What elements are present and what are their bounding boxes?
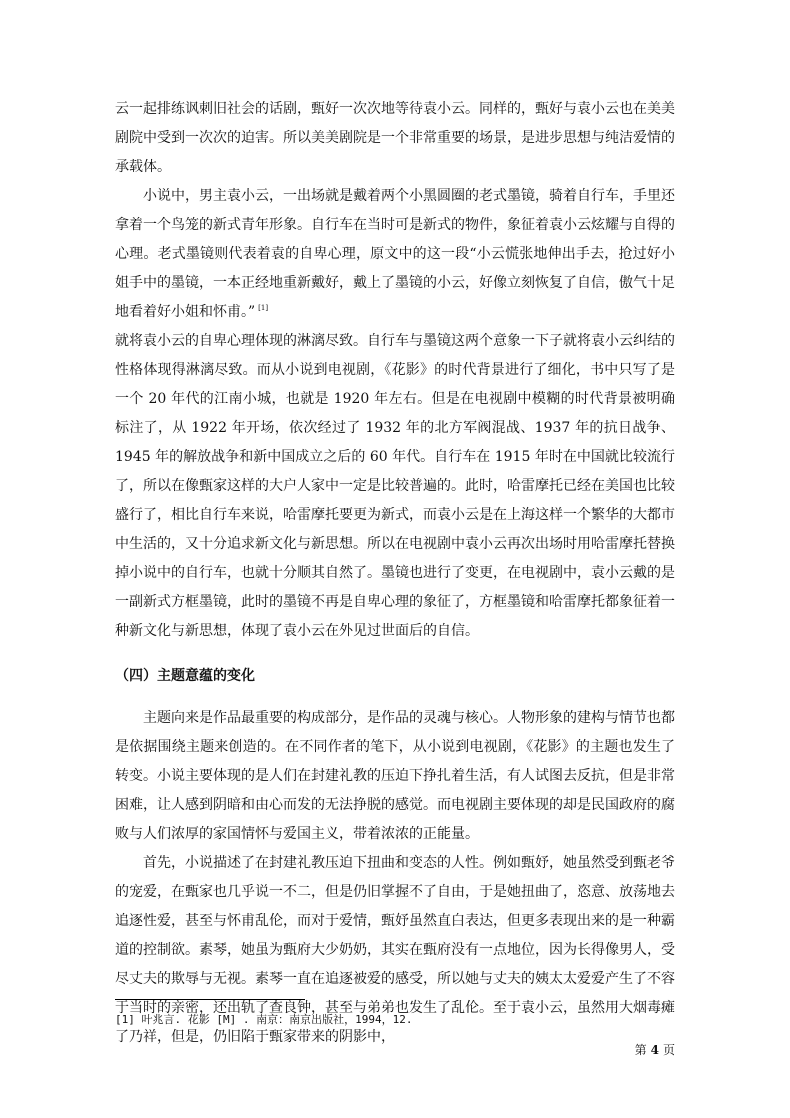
body-text: [115, 95, 675, 1052]
footnote: [1] 叶兆言. 花影 [M] . 南京：南京出版社，1994，12.: [115, 1013, 413, 1026]
paragraph-text: 就将袁小云的自卑心理体现的淋漓尽致。自行车与墨镜这两个意象一下子就将袁小云纠结的性格体现得淋漓尽致。而从小说到电视剧，《花影》的时代背景进行了细化，书中只写了是一个 20 年代的江南小城，也就是 1920 年左右。但是在电视剧中模糊的时代背景被明确标注了，从 1922 年开场，依次经过了 1932 年的北方军阀混战、1937 年的抗日战争、1945 年的解放战争和新中国成立之后的 60 年代。自行车在 1915 年时在中国就比较流行了，所以在像甄家这样的大户人家中一定是比较普遍的。此时，哈雷摩托已经在美国也比较盛行了，相比自行车来说，哈雷摩托要更为新式，而袁小云是在上海这样一个繁华的大都市中生活的，又十分追求新文化与新思想。所以在电视剧中袁小云再次出场时用哈雷摩托替换掉小说中的自行车，也就十分顺其自然了。墨镜也进行了变更，在电视剧中，袁小云戴的是一副新式方框墨镜，此时的墨镜不再是自卑心理的象征了，方框墨镜和哈雷摩托都象征着一种新文化与新思想，体现了袁小云在外见过世面后的自信。: [115, 333, 675, 639]
section-heading: （四）主题意蕴的变化: [115, 668, 255, 684]
page-number: [635, 1041, 675, 1058]
paragraph-novel-characters: [115, 182, 675, 646]
paragraph-first: 首先，小说描述了在封建礼教压迫下扭曲和变态的人性。例如甄妤，她虽然受到甄老爷的宠爱，在甄家也几乎说一不二，但是仍旧掌握不了自由，于是她扭曲了，恣意、放荡地去追逐性爱，甚至与怀甫乱伦，而对于爱情，甄妤虽然直白表达，但更多表现出来的是一种霸道的控制欲。素琴，她虽为甄府大少奶奶，其实在甄府没有一点地位，因为长得像男人，受尽丈夫的欺辱与无视。素琴一直在追逐被爱的感受，所以她与丈夫的姨太太爱爱产生了不容于当时的亲密，还出轨了查良钟，甚至与弟弟也发生了乱伦。至于袁小云，虽然用大烟毒瘫了乃祥，但是，仍旧陷于甄家带来的阴影中，: [115, 855, 675, 1045]
paragraph-meimei-theater: 云一起排练讽刺旧社会的话剧，甄好一次次地等待袁小云。同样的，甄好与袁小云也在美美剧院中受到一次次的迫害。所以美美剧院是一个非常重要的场景，是进步思想与纯洁爱情的承载体。: [115, 101, 675, 175]
paragraph-theme: 主题向来是作品最重要的构成部分，是作品的灵魂与核心。人物形象的建构与情节也都是依据围绕主题来创造的。在不同作者的笔下，从小说到电视剧，《花影》的主题也发生了转变。小说主要体现的是人们在封建礼教的压迫下挣扎着生活，有人试图去反抗，但是非常困难，让人感到阴暗和由心而发的无法挣脱的感觉。而电视剧主要体现的却是民国政府的腐败与人们浓厚的家国情怀与爱国主义，带着浓浓的正能量。: [115, 710, 675, 842]
footnote-divider: [115, 999, 305, 1000]
page-number-value: 4: [650, 1043, 659, 1057]
footnote-reference[interactable]: [1]: [258, 304, 269, 313]
page-number-suffix: 页: [662, 1043, 675, 1057]
paragraph-text: 小说中，男主袁小云，一出场就是戴着两个小黑圆圈的老式墨镜，骑着自行车，手里还拿着一个鸟笼的新式青年形象。自行车在当时可是新式的物件，象征着袁小云炫耀与自得的心理。老式墨镜则代表着袁的自卑心理，原文中的这一段“小云慌张地伸出手去，抢过好小姐手中的墨镜，一本正经地重新戴好，戴上了墨镜的小云，好像立刻恢复了自信，傲气十足地看着好小姐和怀甫。”: [115, 188, 675, 320]
page-number-prefix: 第: [634, 1043, 647, 1057]
